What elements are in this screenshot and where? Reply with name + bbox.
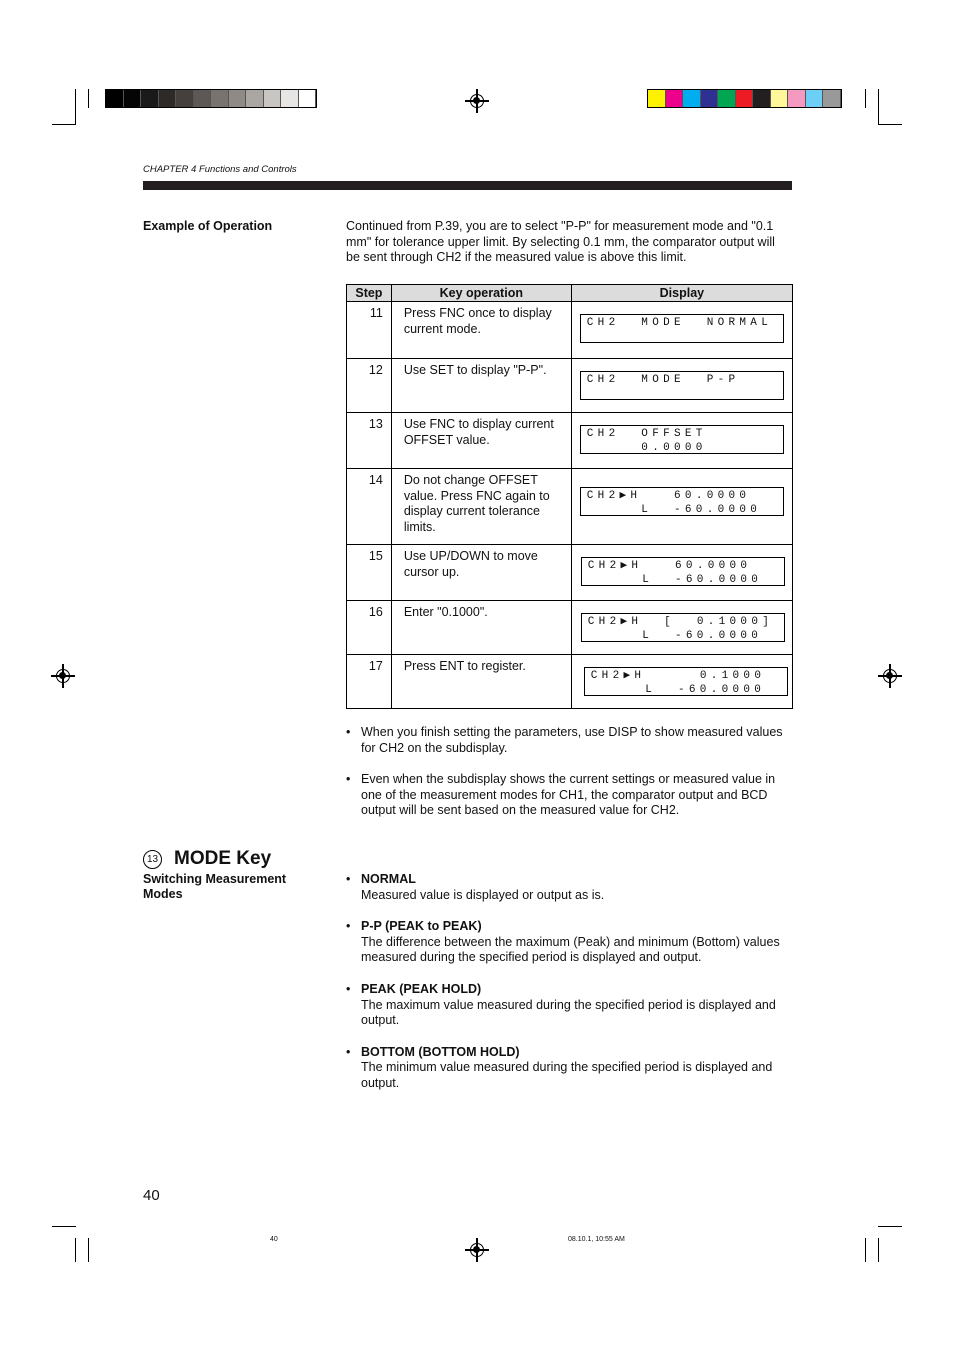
slug-page: 40 xyxy=(270,1236,278,1243)
color-swatch xyxy=(176,90,194,107)
example-heading: Example of Operation xyxy=(143,219,273,233)
mode-desc: The minimum value measured during the specified period is displayed and output. xyxy=(361,1060,773,1090)
registration-mark-right xyxy=(883,669,897,683)
lcd-line-2 xyxy=(587,331,783,345)
color-swatch xyxy=(281,90,299,107)
key-header: Key operation xyxy=(391,285,571,302)
color-swatch xyxy=(701,90,719,107)
color-swatch xyxy=(229,90,247,107)
lcd-display xyxy=(580,425,784,454)
operation-table xyxy=(346,284,793,709)
color-swatch xyxy=(718,90,736,107)
registration-mark-top xyxy=(470,94,484,108)
step-cell: 17 xyxy=(347,655,392,709)
mode-item xyxy=(346,1045,786,1092)
lcd-line-2: L -60.0000 xyxy=(587,573,763,586)
step-header: Step xyxy=(347,285,392,302)
lcd-line-2: L -60.0000 xyxy=(590,683,766,696)
color-swatch xyxy=(159,90,177,107)
table-row xyxy=(347,413,793,469)
lcd-line-1: CH2▶H [ 0.1000] xyxy=(587,616,774,628)
display-cell xyxy=(571,359,792,413)
color-swatch xyxy=(299,90,317,107)
header-rule xyxy=(143,181,792,190)
lcd-display xyxy=(580,487,784,516)
lcd-line-2: 0.0000 xyxy=(586,441,707,454)
note-item: • When you finish setting the parameters, use DISP to show measured values for CH2 on the subdisplay. xyxy=(346,725,786,756)
mode-name: NORMAL xyxy=(361,872,416,886)
display-cell xyxy=(571,469,792,545)
color-swatch xyxy=(264,90,282,107)
color-swatch xyxy=(246,90,264,107)
lcd-line-1: CH2 MODE P-P xyxy=(586,374,740,386)
display-cell xyxy=(571,655,792,709)
color-swatch xyxy=(736,90,754,107)
color-swatch xyxy=(823,90,841,107)
key-operation-cell: Use SET to display "P-P". xyxy=(391,359,571,413)
color-swatch xyxy=(771,90,789,107)
chapter-header: CHAPTER 4 Functions and Controls xyxy=(143,164,297,175)
table-row xyxy=(347,359,793,413)
color-swatch xyxy=(211,90,229,107)
color-swatch xyxy=(806,90,824,107)
lcd-display xyxy=(581,613,785,642)
step-cell: 16 xyxy=(347,601,392,655)
notes-list xyxy=(346,725,786,819)
color-swatch xyxy=(683,90,701,107)
key-operation-cell: Use FNC to display current OFFSET value. xyxy=(391,413,571,469)
table-row xyxy=(347,302,793,359)
slug-time: 08.10.1, 10:55 AM xyxy=(568,1236,625,1243)
color-swatch xyxy=(124,90,142,107)
color-swatch xyxy=(788,90,806,107)
step-cell: 11 xyxy=(347,302,392,359)
key-operation-cell: Enter "0.1000". xyxy=(391,601,571,655)
lcd-line-2: L -60.0000 xyxy=(587,629,763,642)
modes-list xyxy=(346,872,786,1092)
display-cell xyxy=(571,413,792,469)
color-swatch xyxy=(648,90,666,107)
lcd-line-1: CH2▶H 0.1000 xyxy=(590,670,766,682)
mode-name: P-P (PEAK to PEAK) xyxy=(361,919,482,934)
mode-name: PEAK (PEAK HOLD) xyxy=(361,981,482,996)
lcd-line-2 xyxy=(587,388,783,402)
lcd-line-1: CH2 OFFSET xyxy=(586,428,707,440)
registration-mark-bottom xyxy=(470,1243,484,1257)
mode-item xyxy=(346,919,786,966)
step-cell: 12 xyxy=(347,359,392,413)
note-item: • Even when the subdisplay shows the current settings or measured value in one of the measurement modes for CH1, the comparator output and BCD output will be sent based on the measured value for CH2. xyxy=(346,772,786,819)
display-cell xyxy=(571,601,792,655)
table-row xyxy=(347,601,793,655)
mode-desc: The maximum value measured during the specified period is displayed and output. xyxy=(361,997,776,1028)
lcd-line-2: L -60.0000 xyxy=(586,503,762,516)
mode-name: BOTTOM (BOTTOM HOLD) xyxy=(361,1044,520,1059)
lcd-line-1: CH2 MODE NORMAL xyxy=(586,317,773,329)
display-cell xyxy=(571,302,792,359)
key-operation-cell: Press FNC once to display current mode. xyxy=(391,302,571,359)
color-swatch xyxy=(106,90,124,107)
lcd-display xyxy=(581,557,785,586)
mode-key-title xyxy=(143,848,271,870)
mode-desc: Measured value is displayed or output as is. xyxy=(361,887,605,902)
display-cell xyxy=(571,545,792,601)
section-number-badge: 13 xyxy=(143,850,162,869)
mode-item xyxy=(346,982,786,1029)
example-intro: Continued from P.39, you are to select "P-P" for measurement mode and "0.1 mm" for tolerance upper limit. By selecting 0.1 mm, the comparator output will be sent through CH2 if the measured value is above this limit. xyxy=(346,219,775,265)
mode-key-heading: MODE Key xyxy=(174,848,272,869)
mode-item xyxy=(346,872,786,903)
switching-modes-heading: Switching Measurement Modes xyxy=(143,872,287,901)
table-row xyxy=(347,545,793,601)
key-operation-cell: Use UP/DOWN to move cursor up. xyxy=(391,545,571,601)
color-calibration-bar xyxy=(647,89,842,108)
step-cell: 13 xyxy=(347,413,392,469)
registration-mark-left xyxy=(56,669,70,683)
color-swatch xyxy=(194,90,212,107)
lcd-line-1: CH2▶H 60.0000 xyxy=(586,490,751,502)
key-operation-cell: Do not change OFFSET value. Press FNC again to display current tolerance limits. xyxy=(391,469,571,545)
lcd-display xyxy=(580,371,784,400)
step-cell: 14 xyxy=(347,469,392,545)
table-row xyxy=(347,655,793,709)
lcd-display xyxy=(580,314,784,343)
lcd-display xyxy=(584,667,788,696)
display-header: Display xyxy=(571,285,792,302)
mode-desc: The difference between the maximum (Peak) and minimum (Bottom) values measured during the specified period is displayed and output. xyxy=(361,934,780,965)
table-row xyxy=(347,469,793,545)
key-operation-cell: Press ENT to register. xyxy=(391,655,571,709)
page-number: 40 xyxy=(143,1187,160,1204)
step-cell: 15 xyxy=(347,545,392,601)
gray-calibration-bar xyxy=(105,89,317,108)
color-swatch xyxy=(753,90,771,107)
color-swatch xyxy=(141,90,159,107)
lcd-line-1: CH2▶H 60.0000 xyxy=(587,560,752,572)
color-swatch xyxy=(666,90,684,107)
